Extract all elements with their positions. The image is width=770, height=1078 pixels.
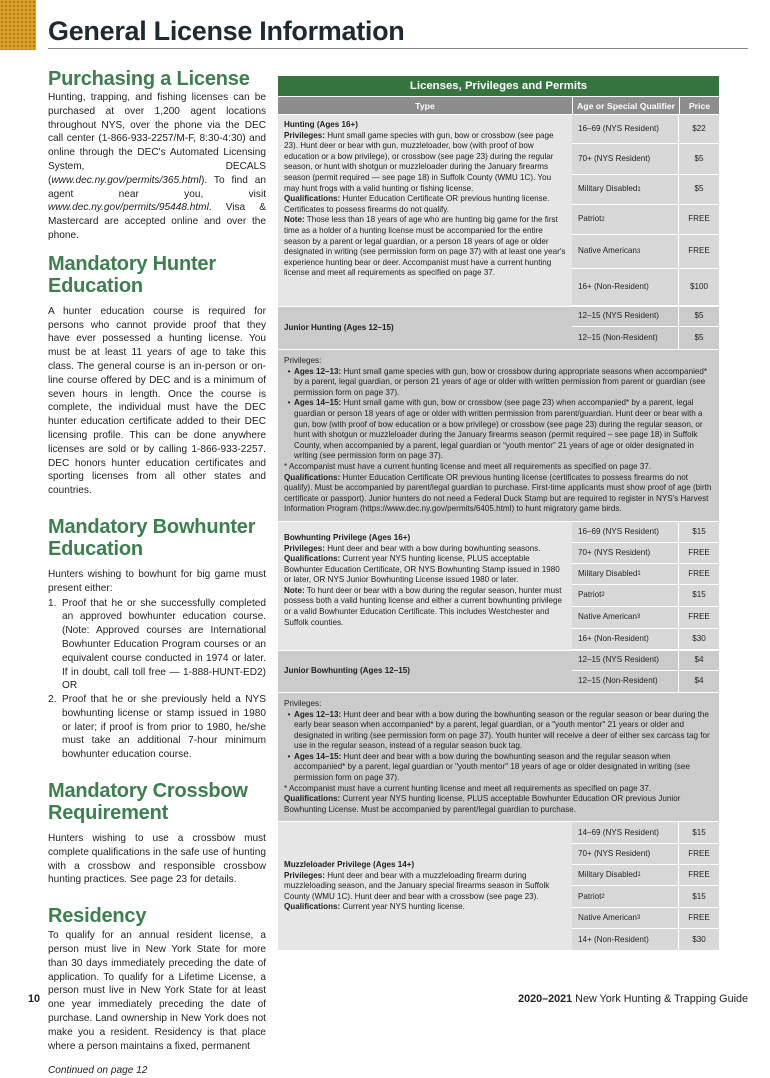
row-qual: 16–69 (NYS Resident) (572, 115, 679, 143)
table-row (572, 585, 719, 607)
table-row (572, 607, 719, 629)
table-row (572, 144, 719, 175)
row-qual: 70+ (NYS Resident) (572, 844, 679, 864)
table-row (572, 908, 719, 929)
table-row (572, 844, 719, 865)
row-price: FREE (688, 870, 710, 880)
table-row (572, 929, 719, 950)
hunting-prices (572, 115, 719, 306)
priv-label: Privileges: (284, 698, 322, 708)
row-price: FREE (688, 612, 710, 622)
list-item: • Ages 12–13: Hunt small game species with gun, bow or crossbow during appropriate seasons when accompanied* by a parent, legal guardian, or person 21 years of age or older with written permission from parent or guardian (see permission form on page 37). (287, 366, 708, 397)
table-row (572, 886, 719, 908)
table-row (572, 522, 719, 543)
hunting-block (278, 114, 719, 306)
row-qual: 14+ (Non-Resident) (572, 929, 679, 950)
muzzleloader-name: Muzzleloader Privilege (Ages 14+) (284, 859, 415, 869)
table-row (572, 822, 719, 844)
note-label: Note: (284, 585, 305, 595)
residency-heading: Residency (48, 905, 147, 928)
junior-bow-qual: Current year NYS hunting license, PLUS acceptable Bowhunter Education OR previous Junior Bowhunting License. Must be accompanied by parent/legal guardian to purchase. (284, 794, 681, 814)
junior-hunting-qual: Hunter Education Certificate OR previous hunting license (certificates to possess firearms do not qualify). Must be accompanied by parent/legal guardian to purchase. First-time applicants must show proof of age (birth certificate or passport). Junior hunters do not need a Federal Duck Stamp but are required to register in NYS's Harvest Information Program (https://www.dec.ny.gov/permits/6405.html) to hunt migratory game birds. (284, 472, 712, 514)
bowhunter-heading: Mandatory Bowhunter Education (48, 515, 256, 560)
row-price: $5 (694, 332, 704, 342)
note-label: Note: (284, 215, 305, 225)
page-footer (28, 993, 748, 1007)
row-qual: 12–15 (Non-Resident) (572, 327, 679, 349)
row-price: $15 (692, 891, 706, 901)
crossbow-heading: Mandatory Crossbow Requirement (48, 780, 248, 825)
row-qual: 16–69 (NYS Resident) (572, 522, 679, 542)
row-qual: 12–15 (NYS Resident) (572, 307, 679, 326)
bowhunting-block (278, 521, 719, 650)
bowhunter-intro: Hunters wishing to bowhunt for big game must present either: (48, 568, 266, 594)
junior-hunting-privileges (278, 349, 719, 521)
row-qual: Native American 3 (572, 235, 679, 268)
muzzleloader-desc (278, 822, 572, 950)
list-item (48, 693, 266, 762)
row-qual: 12–15 (Non-Resident) (572, 671, 679, 692)
row-price: FREE (688, 913, 710, 923)
row-qual: Military Disabled 1 (572, 175, 679, 204)
row-qual: 70+ (NYS Resident) (572, 144, 679, 174)
list-num: 1. (48, 597, 57, 609)
junior-hunting-prices (572, 307, 719, 349)
row-qual: Native American 3 (572, 908, 679, 928)
row-qual: Patriot 2 (572, 886, 679, 907)
row-price: $5 (694, 311, 704, 321)
row-price: $30 (692, 934, 706, 944)
bowhunting-name: Bowhunting Privilege (Ages 16+) (284, 532, 411, 542)
qual-label: Qualifications: (284, 472, 341, 482)
row-qual: Native American 3 (572, 607, 679, 628)
bowhunting-note: To hunt deer or bear with a bow during the regular season, hunter must possess both a valid hunting license and either a current bowhunting privilege or a valid Bowhunter Education Certificate. This includes Westchester and Suffolk counties. (284, 585, 563, 627)
hunting-desc (278, 115, 572, 306)
hunting-note: Those less than 18 years of age who are hunting big game for the first time as a holder of a hunting license must be accompanied for the entire season by a parent or legal guardian, or a person 18 years of age or older designated in writing (see permission form on page 37) with at least one year's experience hunting bear or deer. Accompanist must have a current hunting license and meet all requirements as specified on page 37. (284, 215, 566, 278)
row-qual: 14–69 (NYS Resident) (572, 822, 679, 843)
row-price: FREE (688, 246, 710, 256)
row-price: FREE (688, 849, 710, 859)
row-price: FREE (688, 547, 710, 557)
purchasing-heading: Purchasing a License (48, 68, 250, 90)
row-price: $15 (692, 827, 706, 837)
row-qual: Patriot 2 (572, 585, 679, 606)
junior-bow-block (278, 650, 719, 692)
row-qual: 70+ (NYS Resident) (572, 543, 679, 563)
junior-bow-prices (572, 651, 719, 692)
agent-link[interactable]: www.dec.ny.gov/permits/95448.html (48, 202, 209, 214)
table-row (572, 205, 719, 235)
row-price: $5 (694, 153, 704, 163)
junior-bow-name: Junior Bowhunting (Ages 12–15) (284, 666, 410, 676)
table-row (572, 629, 719, 650)
list-item: • Ages 12–13: Hunt deer and bear with a bow during the bowhunting season or the regular season or bear during the early bear season when accompanied* by a parent, legal guardian, or a "youth mentor" 21 years or older and designated in writing (see permission form on page 37). Youth hunter will receive a deer of either sex carcass tag for use in the regular season, instead of a regular season buck tag. (287, 709, 710, 751)
list-num: 2. (48, 694, 57, 706)
qual-label: Qualifications: (284, 794, 341, 804)
row-price: $15 (692, 526, 706, 536)
hunting-qual: Hunter Education Certificate OR previous hunting license. Certificates to possess firearms do not qualify. (284, 194, 550, 214)
qual-label: Qualifications: (284, 194, 341, 204)
priv-label: Privileges: (284, 356, 322, 365)
accompanist-note: * Accompanist must have a current hunting license and meet all requirements as specified on page 37. (284, 461, 652, 471)
crossbow-text: Hunters wishing to use a crossbow must complete qualifications in the safe use of hunting with a crossbow and responsible crossbow hunting practices. See page 23 for details. (48, 833, 266, 886)
col-type: Type (415, 101, 435, 111)
muzzleloader-block (278, 821, 719, 950)
hunting-name: Hunting (Ages 16+) (284, 120, 358, 129)
accompanist-note: * Accompanist must have a current hunting license and meet all requirements as specified on page 37. (284, 783, 652, 793)
corner-decoration (0, 0, 36, 50)
junior-bow-privileges (278, 692, 719, 822)
hunter-ed-text: A hunter education course is required for persons who cannot provide proof that they have ever possessed a hunting license. You must be at least 11 years of age to take this class. The general course is an in-person or on-line course offered by DEC and is a minimum of seven hours in length. Once the course is complete, the individual must have the DEC hunter education certificate added to their DEC licensing profile. This can be done anywhere licenses are sold or by calling 1-866-933-2257. DEC honors hunter education certificates and sporting licenses from all other states and countries. (48, 305, 266, 497)
priv-label: Privileges: (284, 130, 325, 140)
table-row (572, 564, 719, 585)
junior-hunting-name-cell (278, 307, 572, 349)
residency-text: To qualify for an annual resident license, a person must live in New York State for more than 30 days immediately preceding the date of application. To qualify for a Lifetime License, a person must live in New York State for at least one year immediately preceding the date of purchase. Land ownership in New York does not make you a resident. Residency is that place where a person maintains a fixed, permanent (48, 930, 266, 1052)
title-rule (48, 48, 748, 49)
row-price: FREE (688, 568, 710, 578)
row-price: FREE (688, 214, 710, 224)
list-item: • Ages 14–15: Hunt deer and bear with a bow during the bowhunting season and the regular season when accompanied* by a parent, legal guardian or "youth mentor" 18 years of age or older designated in writing (see permission form on page 37). (287, 751, 690, 783)
priv-label: Privileges: (284, 870, 325, 880)
row-price: $100 (689, 281, 708, 291)
page-number: 10 (28, 993, 41, 1005)
priv-label: Privileges: (284, 543, 325, 553)
table-row (572, 307, 719, 327)
hunter-ed-heading: Mandatory Hunter Education (48, 252, 216, 297)
table-header (278, 96, 719, 114)
table-title: Licenses, Privileges and Permits (278, 76, 719, 96)
col-age: Age or Special Qualifier (572, 97, 679, 114)
bowhunting-desc (278, 522, 572, 650)
table-row (572, 671, 719, 692)
table-row (572, 175, 719, 205)
table-row (572, 651, 719, 671)
row-qual: 16+ (Non-Resident) (572, 629, 679, 649)
list-text: Proof that he or she successfully completed an approved bowhunter education course. (Note: Approved courses are International Bowhunter Education Program courses or an equivalent course conducted in 1974 or later. If in doubt, call toll free — 1-888-HUNT-ED2) OR (62, 597, 266, 692)
muzzleloader-priv: Hunt deer and bear with a muzzleloading firearm during muzzleloading season, and the January special firearms season in Suffolk County (WMU 1C). Hunt deer and bear with a crossbow (see page 23). (284, 870, 550, 901)
bowhunting-qual: Current year NYS hunting license, PLUS acceptable Bowhunter Education Certificate, OR NYS Bowhunting Stamp issued in 1980 or later, OR NYS Junior Bowhunting License issued 1980 or later. (284, 554, 560, 585)
row-price: $5 (694, 184, 704, 194)
table-row (572, 235, 719, 269)
junior-hunting-block (278, 306, 719, 349)
bowhunting-prices (572, 522, 719, 650)
bowhunting-priv: Hunt deer and bear with a bow during bowhunting seasons. (327, 543, 541, 553)
bowhunter-list (48, 597, 266, 763)
purchasing-text-a: Hunting, trapping, and fishing licenses can be purchased at over 1,200 agent locations throughout NYS, over the phone via the DEC call center (1-866-933-2257/M-F, 8:30-4:30) and online through the DEC's Automated Licensing System, DECALS ( (48, 92, 266, 186)
row-price: $22 (692, 123, 706, 133)
license-table (278, 76, 719, 950)
row-qual: Military Disabled 1 (572, 564, 679, 584)
table-row (572, 269, 719, 306)
guide-name: 2020–2021 New York Hunting & Trapping Guide (518, 993, 748, 1005)
row-price: $4 (694, 676, 704, 686)
list-item (48, 597, 266, 694)
list-text: Proof that he or she previously held a NYS bowhunting license or stamp issued in 1980 or later; if proof is from prior to 1980, he/she must take an additional 7-hour minimum bowhunter education course. (62, 694, 266, 761)
purchasing-text (48, 91, 266, 243)
row-price: $4 (694, 655, 704, 665)
table-row (572, 543, 719, 564)
table-row (572, 327, 719, 349)
muzzleloader-qual: Current year NYS hunting license. (342, 902, 465, 912)
purchasing-text-b: ). To find an agent near you, visit (48, 174, 266, 200)
left-column (48, 68, 266, 1078)
row-qual: Military Disabled 1 (572, 865, 679, 885)
row-qual: 12–15 (NYS Resident) (572, 651, 679, 670)
continued-note: Continued on page 12 (48, 1065, 148, 1077)
muzzleloader-prices (572, 822, 719, 950)
junior-hunting-name: Junior Hunting (Ages 12–15) (284, 322, 394, 332)
row-qual: 16+ (Non-Resident) (572, 269, 679, 305)
qual-label: Qualifications: (284, 902, 341, 912)
col-price: Price (679, 97, 719, 114)
table-row (572, 865, 719, 886)
decals-link[interactable]: www.dec.ny.gov/permits/365.html (51, 174, 201, 186)
row-qual: Patriot 2 (572, 205, 679, 234)
purchasing-text-c: . Visa & Mastercard are accepted online and over the phone. (48, 202, 266, 241)
row-price: $15 (692, 590, 706, 600)
qual-label: Qualifications: (284, 554, 341, 564)
list-item: • Ages 14–15: Hunt small game with gun, bow or crossbow (see page 23) when accompanied* by a parent, legal guardian or person 18 years of age or older with written permission from parent/guardian. Hunt deer or bear with a gun, bow (with proof of bow education or a bow privilege) or crossbow (see page 23) during the regular season, or hunt with shotgun or muzzleloader during the January firearms season (permit required – see page 18) in Suffolk County, when accompanied by a parent, legal guardian or “youth mentor” 21 years of age or older designated in writing (see permission form on page 37). (287, 398, 703, 461)
row-price: $30 (692, 633, 706, 643)
hunting-priv: Hunt small game species with gun, bow or crossbow (see page 23). Hunt deer or bear with gun, muzzleloader, bow (with proof of bow education or a bow privilege), or crossbow (see page 23) during the regular season, or hunt with shotgun or muzzleloader during the January firearms season (permit required — see page 18) in Suffolk County (WMU 1C). You may hunt frogs with a valid hunting or fishing license. (284, 130, 554, 193)
page-title: General License Information (48, 16, 405, 46)
table-row (572, 115, 719, 144)
junior-bow-name-cell (278, 651, 572, 692)
